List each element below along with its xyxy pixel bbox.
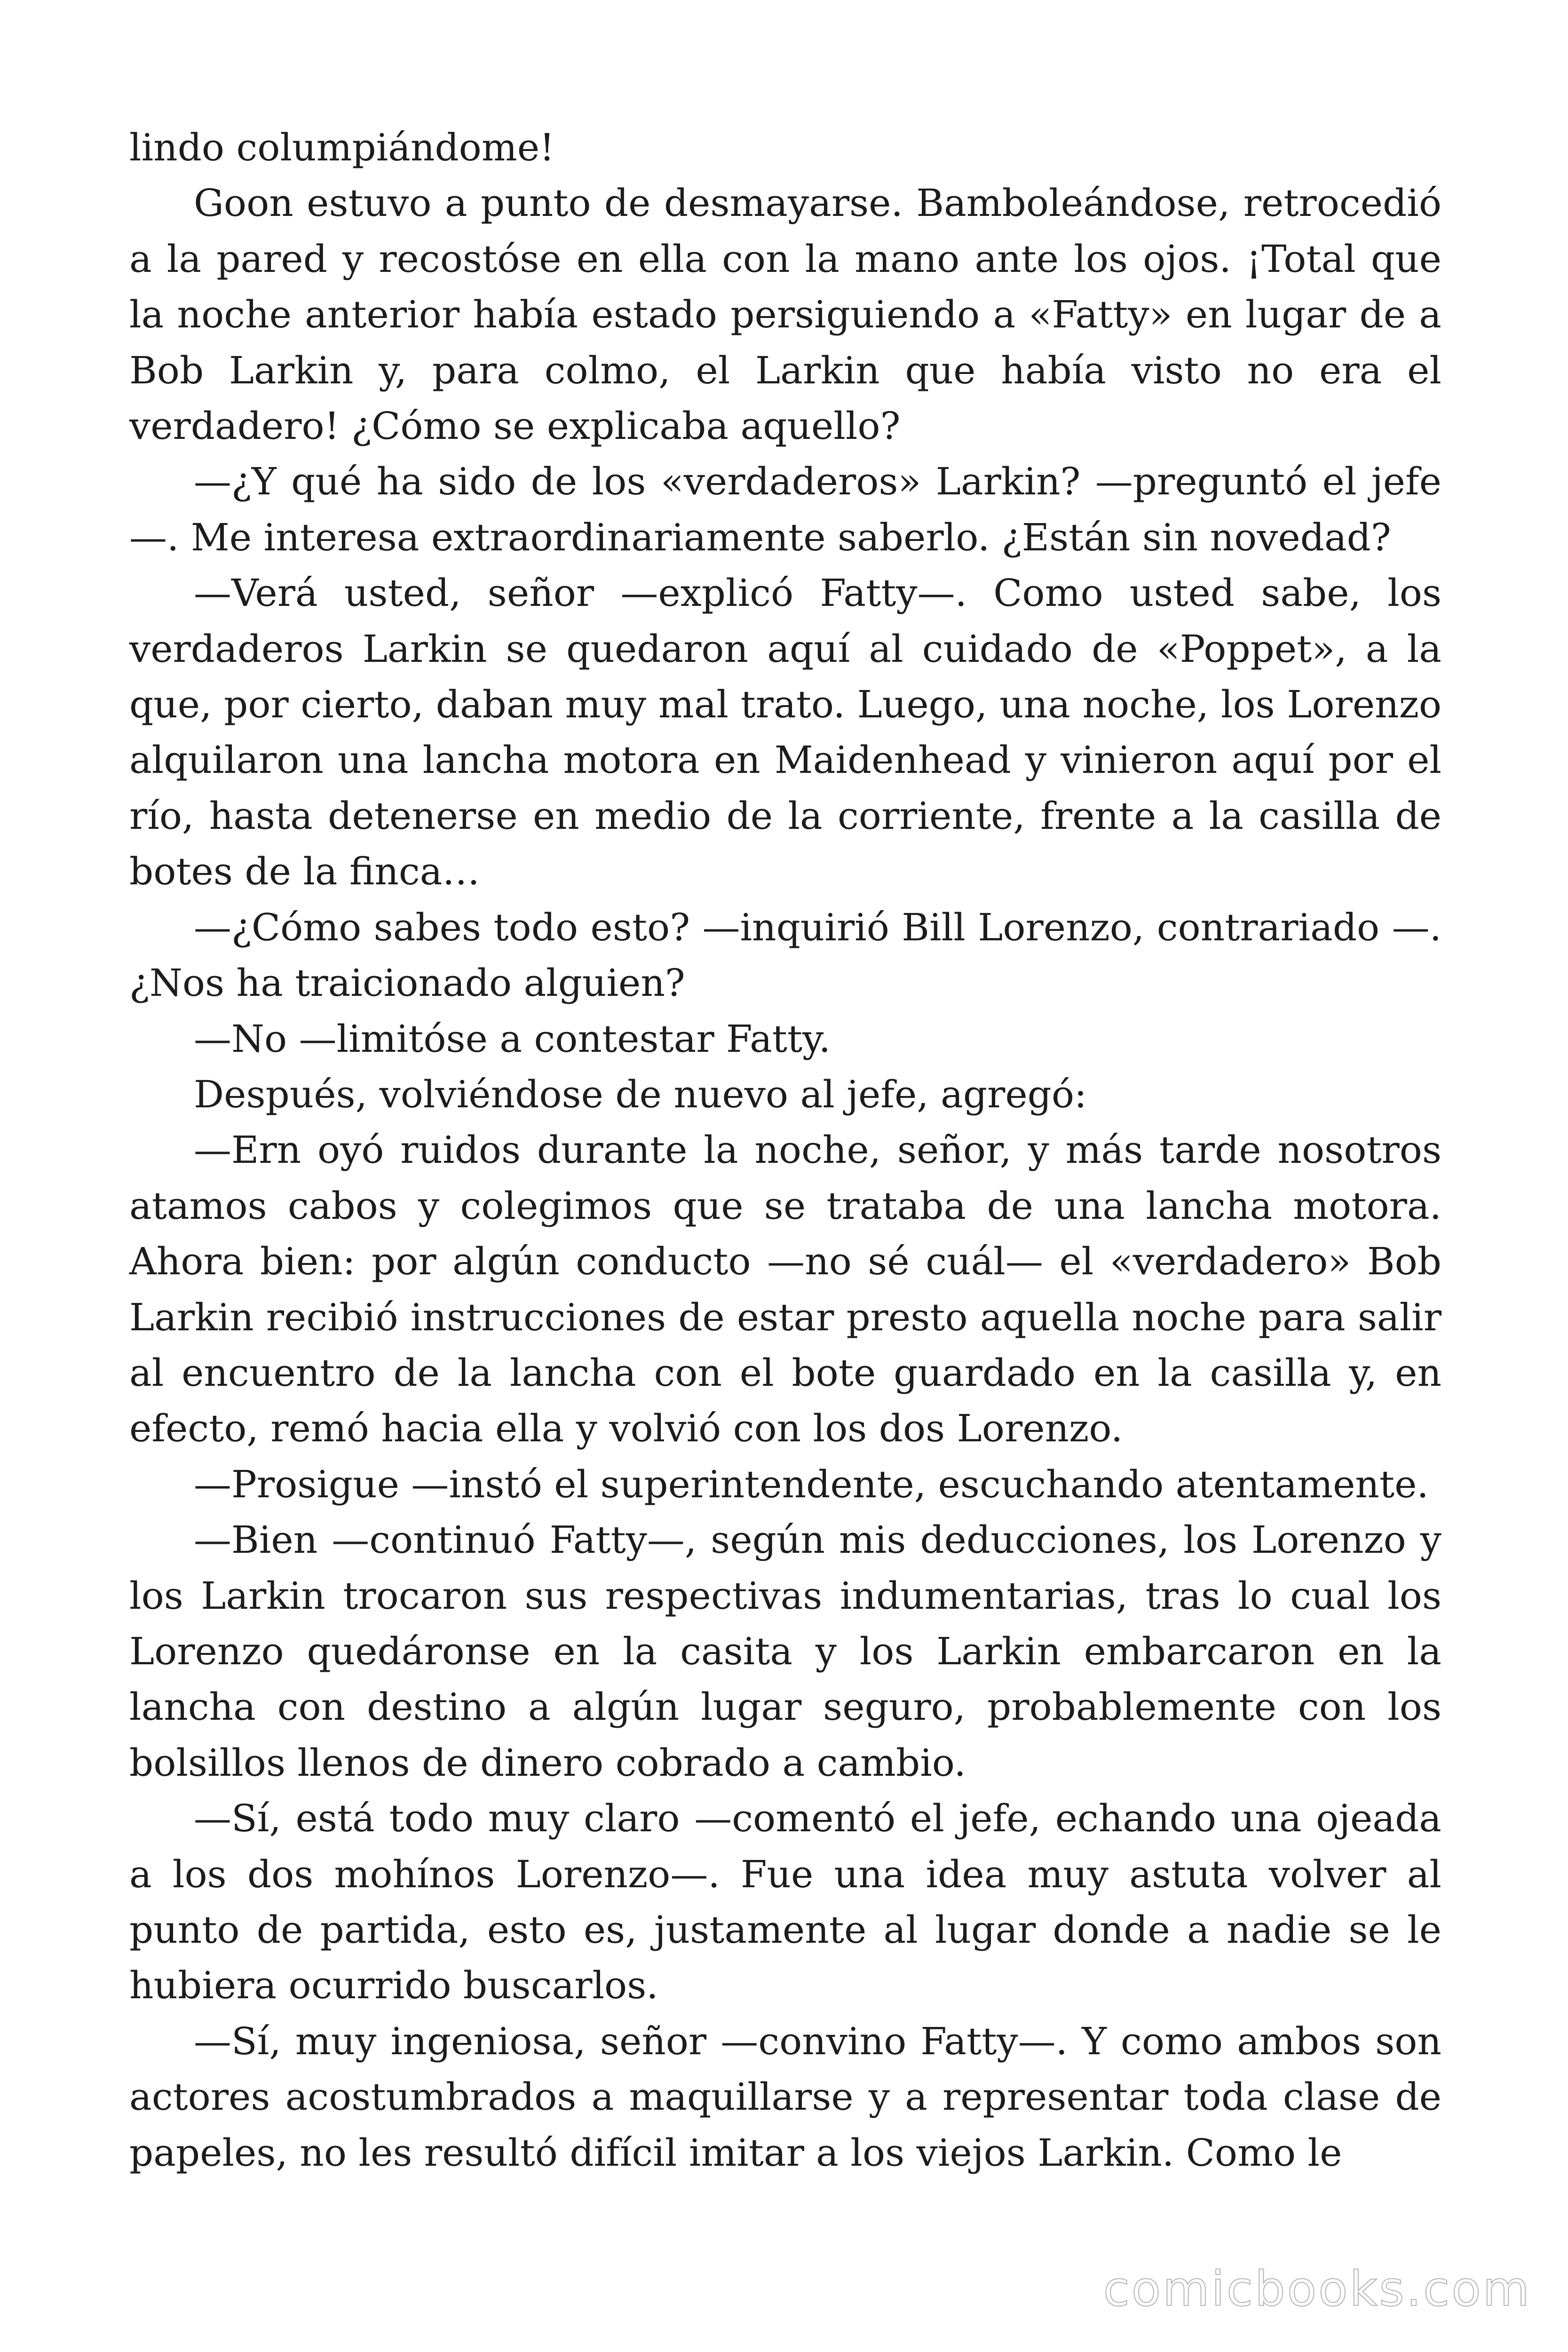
book-page-text bbox=[129, 120, 1441, 2181]
paragraph: —Prosigue —instó el superintendente, escuchando atentamente. bbox=[194, 1462, 1429, 1506]
paragraph: —No —limitóse a contestar Fatty. bbox=[194, 1017, 831, 1061]
paragraph: —Sí, está todo muy claro —comentó el jefe, echando una ojeada a los dos mohínos Lorenzo—. Fue una idea muy astuta volver al punto de partida, esto es, justamente al lugar donde a nadie se le hubiera ocurrido buscarlos. bbox=[129, 1796, 1441, 2008]
paragraph: Después, volviéndose de nuevo al jefe, agregó: bbox=[194, 1072, 1087, 1116]
paragraph: —Bien —continuó Fatty—, según mis deducciones, los Lorenzo y los Larkin trocaron sus respectivas indumentarias, tras lo cual los Lorenzo quedáronse en la casita y los Larkin embarcaron en la lancha con destino a algún lugar seguro, probablemente con los bolsillos llenos de dinero cobrado a cambio. bbox=[129, 1518, 1441, 1785]
paragraph: —¿Cómo sabes todo esto? —inquirió Bill Lorenzo, contrariado —. ¿Nos ha traicionado alguien? bbox=[129, 905, 1441, 1005]
paragraph: lindo columpiándome! bbox=[129, 126, 555, 169]
paragraph: —Sí, muy ingeniosa, señor —convino Fatty—. Y como ambos son actores acostumbrados a maquillarse y a representar toda clase de papeles, no les resultó difícil imitar a los viejos Larkin. Como le bbox=[129, 2019, 1441, 2175]
paragraph: —¿Y qué ha sido de los «verdaderos» Larkin? —preguntó el jefe —. Me interesa extraordinariamente saberlo. ¿Están sin novedad? bbox=[129, 460, 1441, 559]
paragraph: —Verá usted, señor —explicó Fatty—. Como usted sabe, los verdaderos Larkin se quedaron aquí al cuidado de «Poppet», a la que, por cierto, daban muy mal trato. Luego, una noche, los Lorenzo alquilaron una lancha motora en Maidenhead y vinieron aquí por el río, hasta detenerse en medio de la corriente, frente a la casilla de botes de la finca… bbox=[129, 571, 1441, 894]
paragraph: Goon estuvo a punto de desmayarse. Bamboleándose, retrocedió a la pared y recostóse en ella con la mano ante los ojos. ¡Total que la noche anterior había estado persiguiendo a «Fatty» en lugar de a Bob Larkin y, para colmo, el Larkin que había visto no era el verdadero! ¿Cómo se explicaba aquello? bbox=[129, 181, 1441, 448]
paragraph: —Ern oyó ruidos durante la noche, señor, y más tarde nosotros atamos cabos y colegimos que se trataba de una lancha motora. Ahora bien: por algún conducto —no sé cuál— el «verdadero» Bob Larkin recibió instrucciones de estar presto aquella noche para salir al encuentro de la lancha con el bote guardado en la casilla y, en efecto, remó hacia ella y volvió con los dos Lorenzo. bbox=[129, 1128, 1441, 1451]
watermark: comicbooks.com bbox=[1103, 2261, 1531, 2317]
